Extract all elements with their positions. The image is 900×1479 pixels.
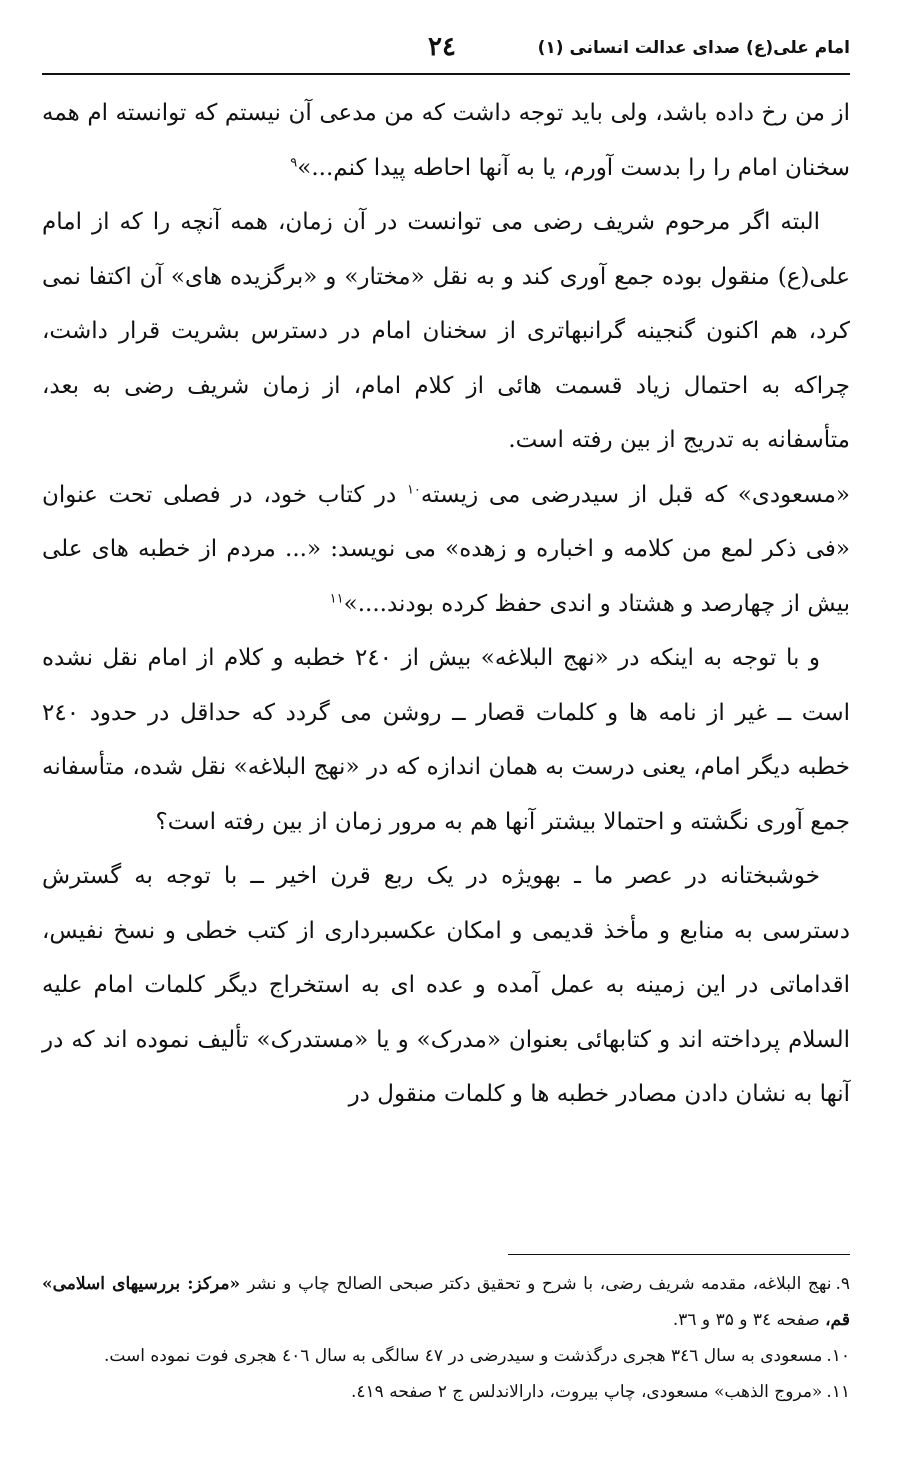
footnote-text: نهج البلاغه، مقدمه شریف رضی، با شرح و تحقیق دکتر صبحی الصالح چاپ و نشر (247, 1274, 832, 1294)
footnote-publisher: «مرکز: بررسیهای اسلامی» قم، (42, 1274, 850, 1330)
footnotes (42, 1266, 850, 1410)
main-text (42, 86, 850, 1122)
footnote-text: «مروج الذهب» مسعودی، چاپ بیروت، دارالاندلس ج ۲ صفحه ٤۱۹. (351, 1382, 823, 1402)
paragraph-5 (42, 849, 850, 1122)
paragraph-1 (42, 86, 850, 195)
paragraph-3 (42, 468, 850, 632)
book-title: امام علی(ع) صدای عدالت انسانی (۱) (537, 38, 850, 58)
footnote-ref-10[interactable]: ۱۰ (406, 481, 421, 497)
footnote-pages: صفحه ۳٤ و ۳۵ و ۳٦. (672, 1310, 826, 1330)
footnote-number: ۱۰. (826, 1346, 850, 1366)
paragraph-1-text: از من رخ داده باشد، ولی باید توجه داشت که من مدعی آن نیستم که توانسته ام همه سخنان امام را را بدست آورم، یا به آنها احاطه پیدا کنم...» (42, 100, 850, 181)
footnote-text: مسعودی به سال ۳٤٦ هجری درگذشت و سیدرضی در ٤۷ سالگی به سال ٤۰٦ هجری فوت نموده است. (103, 1346, 823, 1366)
footnote-10 (42, 1338, 850, 1374)
paragraph-5-text: خوشبختانه در عصر ما ـ بهویژه در یک ربع قرن اخیر ــ با توجه به گسترش دسترسی به منابع و مأخذ قدیمی و امکان عکسبرداری از کتب خطی و نسخ نفیس، اقداماتی در این زمینه به عمل آمده و عده ای به استخراج دیگر کلمات امام علیه السلام پرداخته اند و کتابهائی بعنوان «مدرک» و یا «مستدرک» تألیف نموده اند که در آنها به نشان دادن مصادر خطبه ها و کلمات منقول در (42, 863, 850, 1107)
paragraph-4 (42, 631, 850, 849)
paragraph-2-text: البته اگر مرحوم شریف رضی می توانست در آن زمان، همه آنچه را که از امام علی(ع) منقول بوده جمع آوری کند و به نقل «مختار» و «برگزیده های» آن اکتفا نمی کرد، هم اکنون گنجینه گرانبهاتری از سخنان امام در دسترس بشریت قرار داشت، چراکه به احتمال زیاد قسمت هائی از کلام امام، از زمان شریف رضی به بعد، متأسفانه به تدریج از بین رفته است. (42, 209, 850, 453)
footnote-number: ۱۱. (826, 1382, 850, 1402)
header-divider (42, 73, 850, 75)
running-header (42, 30, 850, 74)
paragraph-3-text-a: «مسعودی» که قبل از سیدرضی می زیسته (420, 481, 850, 508)
page-number: ۲٤ (428, 32, 456, 62)
footnote-number: ۹. (835, 1274, 850, 1294)
footnote-9 (42, 1266, 850, 1338)
footnote-ref-11[interactable]: ۱۱ (329, 590, 344, 606)
paragraph-3-text-b: در کتاب خود، در فصلی تحت عنوان «فی ذکر لمع من کلامه و اخباره و زهده» می نویسد: «... مردم از خطبه های علی بیش از چهارصد و هشتاد و اندی حفظ کرده بودند....» (42, 481, 850, 617)
footnote-11 (42, 1374, 850, 1410)
footnote-divider (508, 1254, 850, 1255)
footnote-ref-9[interactable]: ۹ (290, 154, 298, 170)
paragraph-2 (42, 195, 850, 468)
paragraph-4-text: و با توجه به اینکه در «نهج البلاغه» بیش از ۲٤۰ خطبه و کلام از امام نقل نشده است ــ غیر از نامه ها و کلمات قصار ــ روشن می گردد که حداقل در حدود ۲٤۰ خطبه دیگر امام، یعنی درست به همان اندازه که در «نهج البلاغه» نقل شده، متأسفانه جمع آوری نگشته و احتمالا بیشتر آنها هم به مرور زمان از بین رفته است؟ (42, 645, 850, 835)
